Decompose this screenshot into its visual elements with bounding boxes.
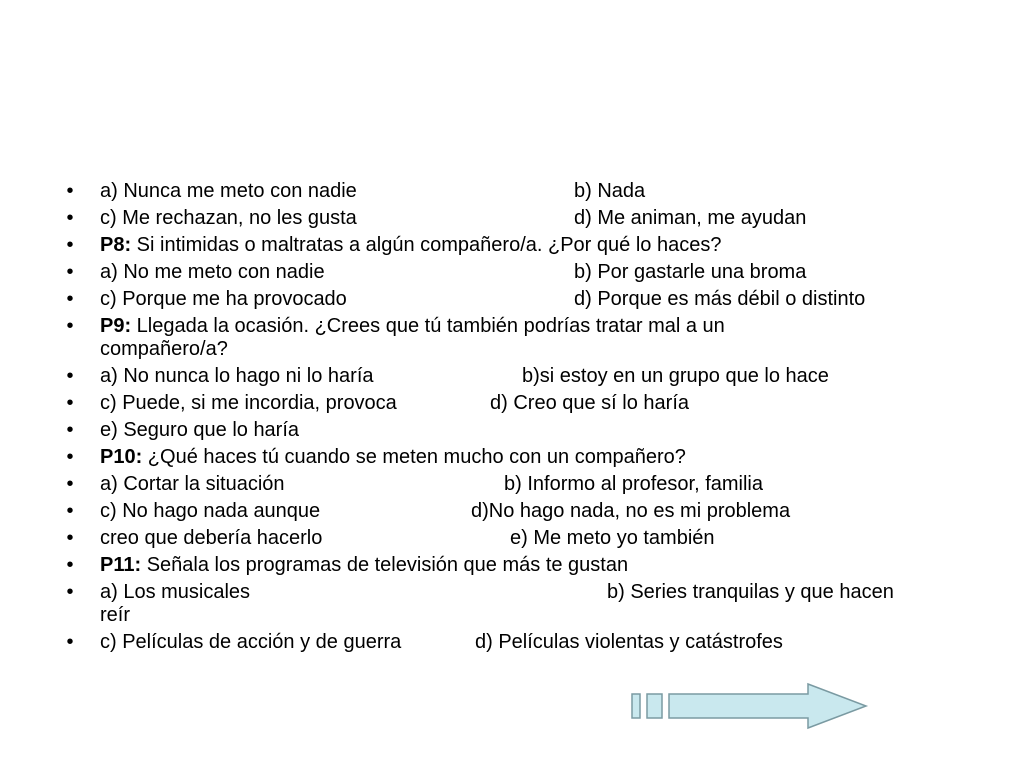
question-text: Si intimidas o maltratas a algún compañero/a. ¿Por qué lo haces? [131,234,722,256]
option-b: b)si estoy en un grupo que lo hace [522,365,829,387]
bullet: • [66,207,74,229]
question-label: P8: [100,234,132,256]
option-c: c) Me rechazan, no les gusta [100,207,357,229]
option-a: a) Cortar la situación [100,473,285,495]
bullet: • [66,631,74,653]
option-d: d) Creo que sí lo haría [490,392,689,414]
bullet: • [66,473,74,495]
option-a: a) No nunca lo hago ni lo haría [100,365,374,387]
question-label: P10: [100,446,143,468]
bullet: • [66,527,74,549]
option-a: a) No me meto con nadie [100,261,325,283]
list-item [60,419,960,442]
option-d: d)No hago nada, no es mi problema [471,500,791,522]
option-d: d) Porque es más débil o distinto [574,288,866,310]
list-item [60,446,960,469]
list-item [60,261,960,284]
next-slide-arrow-icon[interactable] [630,682,870,732]
question-label: P9: [100,315,132,337]
list-item [60,631,960,654]
list-item [60,180,960,203]
arrow-tail-bar-1 [632,694,640,718]
question-list [60,180,960,658]
option-b: b) Nada [574,180,646,202]
arrow-tail-bar-2 [647,694,662,718]
list-item [60,554,960,577]
list-item [60,581,960,627]
bullet: • [66,392,74,414]
option-c: c) Porque me ha provocado [100,288,347,310]
option-a: a) Nunca me meto con nadie [100,180,357,202]
option-b: b) Informo al profesor, familia [504,473,763,495]
option-e: e) Seguro que lo haría [100,419,300,441]
question-text: Señala los programas de televisión que más te gustan [141,554,629,576]
question-label: P11: [100,554,142,576]
bullet: • [66,365,74,387]
bullet: • [66,581,74,603]
bullet: • [66,234,74,256]
question-text-cont: compañero/a? [100,338,228,360]
arrow-body [669,684,866,728]
list-item [60,473,960,496]
list-item [60,207,960,230]
list-item [60,288,960,311]
option-e: e) Me meto yo también [510,527,715,549]
option-b: b) Por gastarle una broma [574,261,807,283]
list-item [60,500,960,523]
option-b: b) Series tranquilas y que hacen [607,581,894,603]
list-item [60,234,960,257]
option-d: d) Películas violentas y catástrofes [475,631,783,653]
list-item [60,527,960,550]
option-cont: creo que debería hacerlo [100,527,323,549]
bullet: • [66,180,74,202]
option-d: d) Me animan, me ayudan [574,207,807,229]
list-item [60,392,960,415]
option-c: c) Puede, si me incordia, provoca [100,392,397,414]
bullet: • [66,419,74,441]
option-b-cont: reír [100,604,130,626]
option-c: c) No hago nada aunque [100,500,321,522]
bullet: • [66,500,74,522]
list-item [60,365,960,388]
bullet: • [66,446,74,468]
bullet: • [66,288,74,310]
bullet: • [66,261,74,283]
option-a: a) Los musicales [100,581,251,603]
question-text: ¿Qué haces tú cuando se meten mucho con un compañero? [142,446,686,468]
bullet: • [66,315,74,337]
option-c: c) Películas de acción y de guerra [100,631,402,653]
bullet: • [66,554,74,576]
list-item [60,315,960,361]
question-text: Llegada la ocasión. ¿Crees que tú también podrías tratar mal a un [131,315,725,337]
